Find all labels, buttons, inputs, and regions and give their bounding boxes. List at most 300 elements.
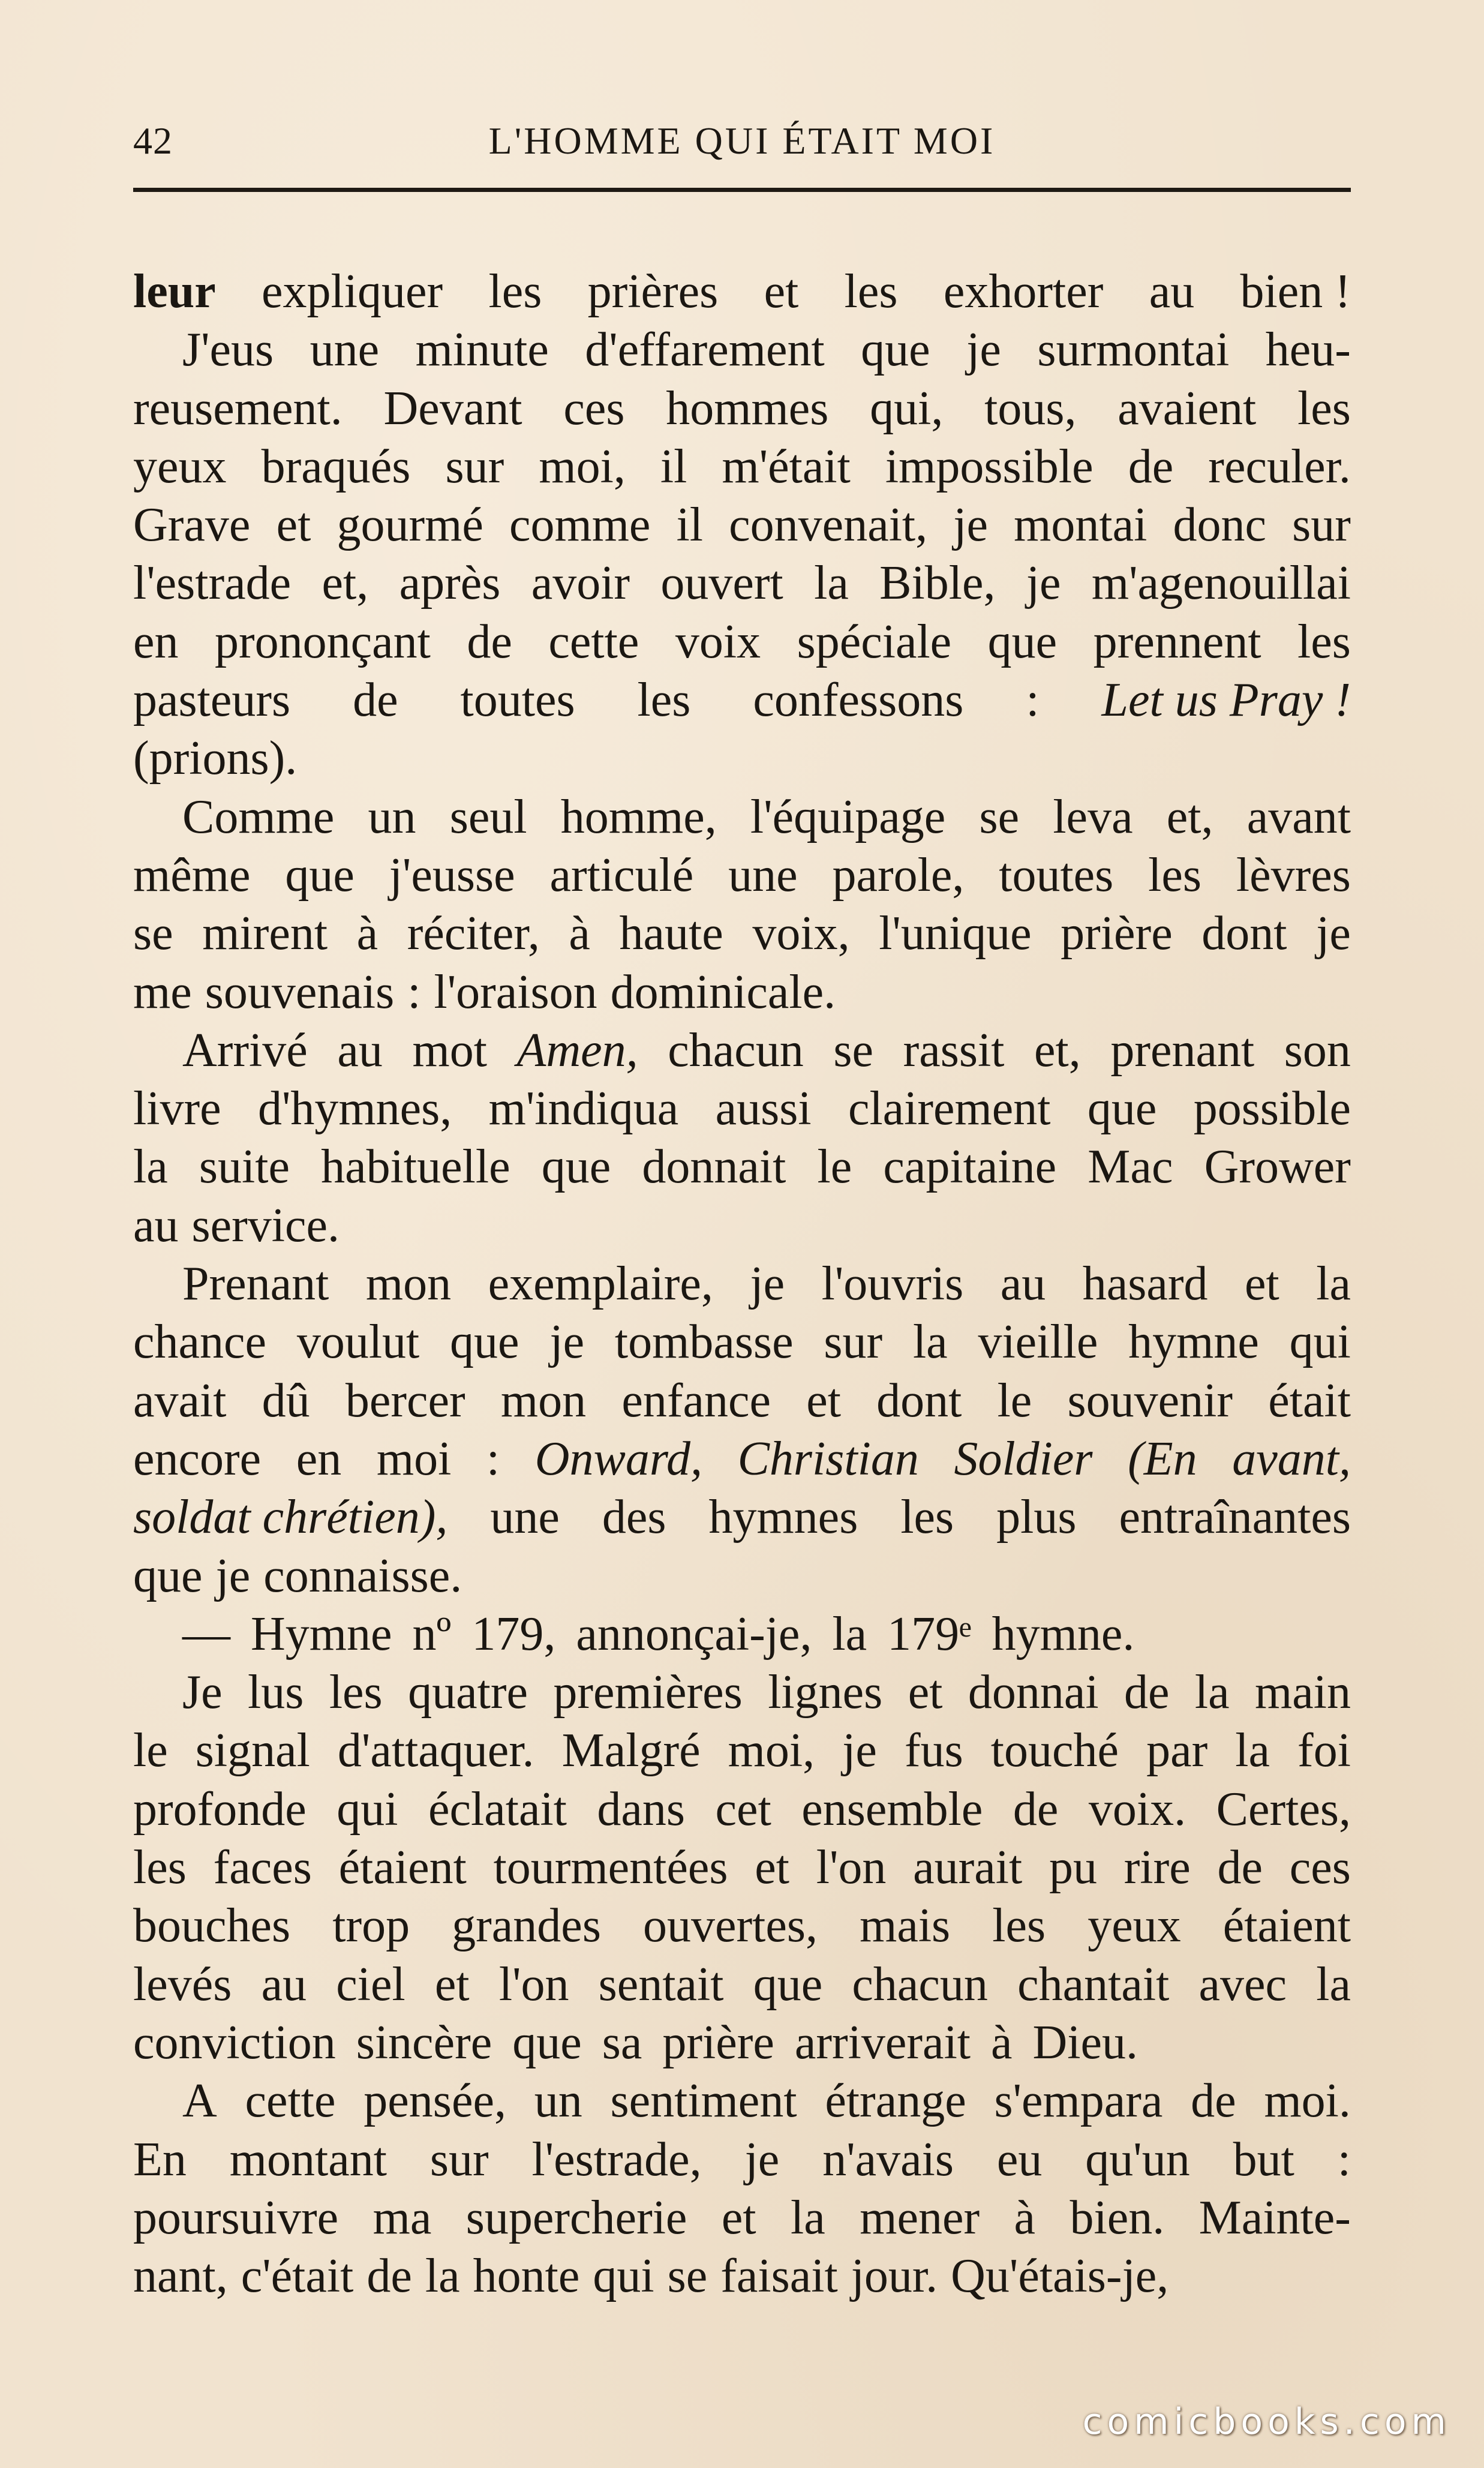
text-line [133,729,1351,788]
word: la [1235,1724,1270,1778]
word: nant, [133,2250,228,2303]
page-number: 42 [133,119,173,162]
word: la [425,2250,460,2303]
word: avaient [1117,382,1257,435]
text-line [133,1430,1351,1488]
word: l'unique [879,907,1032,960]
word: capitaine [883,1140,1057,1194]
word-gap [412,2247,425,2305]
word: Certes, [1216,1782,1351,1836]
text-line [133,2014,1351,2072]
word: m'indiqua [488,1082,679,1136]
word: cet [715,1782,771,1836]
word: était [1268,1374,1351,1427]
text-line [133,846,1351,905]
word: trop [332,1899,410,1953]
word: but [1233,2133,1294,2186]
word: hommes [666,382,829,435]
word: Devant [383,382,522,435]
word: conviction sincère que sa prière arriverait à Dieu. [133,2016,1138,2069]
word: Prenant [182,1257,329,1311]
word: homme, [560,790,717,843]
word: que [861,323,930,377]
word: yeux [133,440,227,493]
word: avant, [1232,1432,1351,1485]
word: : [1026,674,1040,727]
word: Arrivé [182,1023,308,1077]
text-line [133,438,1351,496]
text-line [133,1197,1351,1255]
word: parole, [832,848,965,902]
word: mot [412,1023,487,1077]
word: avant [1246,790,1351,843]
word: bien. [1070,2191,1165,2244]
word: toutes [999,848,1114,902]
word: étaient [338,1841,467,1894]
word: Comme [182,790,335,843]
word: les [637,674,691,727]
word: sur [824,1316,883,1369]
word: je [842,1724,877,1778]
word: l'on [816,1841,887,1894]
word: prières [587,265,719,318]
word: je [953,499,989,552]
word: et, [322,557,369,610]
word: Grave [133,499,251,552]
word: ciel [336,1957,405,2011]
word: pensée, [364,2074,506,2128]
word: pasteurs [133,674,291,727]
word: habituelle [321,1140,510,1194]
word: — Hymne nº 179, annonçai-je, la 179ᵉ hymne. [182,1607,1135,1661]
word: qui [593,2250,654,2303]
word: la [1316,1257,1351,1311]
word-gap [203,1547,216,1605]
word: donnait [642,1140,786,1194]
word: et [806,1374,841,1427]
word: yeux [1088,1899,1181,1953]
word: après [399,557,501,610]
text-line [133,2131,1351,2189]
word: plus [996,1491,1077,1544]
word: et, [1034,1023,1081,1077]
word: je [215,1549,251,1602]
word: l'oraison [434,965,597,1019]
word: sur [429,2133,489,2186]
word: sur [1292,499,1351,552]
word: que [987,615,1058,668]
word: j'eusse [389,848,515,902]
word: la [1194,1666,1230,1719]
word: avait [133,1374,227,1427]
word: je [744,2133,780,2186]
word: lèvres [1236,848,1351,902]
word: mirent [202,907,328,960]
word: tourmentées [493,1841,728,1894]
word: étaient [1222,1899,1351,1953]
word-gap [179,1197,192,1255]
word: bercer [345,1374,465,1427]
word: je [1316,907,1351,960]
text-line [133,1956,1351,2014]
word: de [1123,1666,1170,1719]
word: entraînantes [1119,1491,1351,1544]
word-gap [654,2247,668,2305]
word: minute [415,323,549,377]
word: prière [1061,907,1173,960]
word: : [486,1432,500,1485]
text-line [133,1839,1351,1897]
word: (prions). [133,732,298,785]
word: je [966,323,1001,377]
word: Onward, [534,1432,702,1485]
word: dont [876,1374,962,1427]
word: vieille [978,1316,1098,1369]
word: impossible [885,440,1094,493]
word: le [133,1724,168,1778]
word: d'hymnes, [257,1082,452,1136]
word: la [791,2191,825,2244]
text-line [133,905,1351,963]
word: montai [1014,499,1147,552]
word: l'estrade [133,557,292,610]
word: moi, [539,440,626,493]
word: pu [1049,1841,1097,1894]
word: chacun [852,1957,988,2011]
word: qu'un [1085,2133,1190,2186]
word: articulé [549,848,694,902]
text-line [133,1313,1351,1371]
word: rassit [903,1023,1005,1077]
word: comme [509,499,651,552]
word: exhorter [943,265,1104,318]
word: sur [445,440,504,493]
word: bien ! [1240,265,1351,318]
word: que [450,1316,519,1369]
text-line [133,2189,1351,2247]
text-line [133,1547,1351,1605]
word: livre [133,1082,221,1136]
word-gap [353,2247,367,2305]
word: Bible, [879,557,996,610]
word: au [1149,265,1195,318]
word: se [833,1023,873,1077]
text-line [133,496,1351,554]
text-line [133,1897,1351,1955]
word: et [1245,1257,1279,1311]
word: gourmé [337,499,483,552]
word: donnai [968,1666,1099,1719]
word: me [133,965,192,1019]
word: ces [1289,1841,1351,1894]
text-line [133,671,1351,729]
word: il [676,499,704,552]
word: que [133,1549,203,1602]
word: supercherie [465,2191,687,2244]
word: et, [1166,790,1213,843]
word: hymne [1128,1316,1259,1369]
word: chacun [668,1023,804,1077]
word-gap [192,963,205,1022]
word-gap [938,2247,951,2305]
word: bouches [133,1899,291,1953]
word: le [997,1374,1032,1427]
word: haute [619,907,723,960]
word: qui [1289,1316,1351,1369]
word: hasard [1082,1257,1208,1311]
word: s'empara [994,2074,1163,2128]
word-gap [707,2247,720,2305]
word: rire [1123,1841,1191,1894]
word: et [276,499,311,552]
word: premières [553,1666,743,1719]
word: l'estrade, [531,2133,702,2186]
word: heu- [1265,323,1351,377]
word-gap [597,963,611,1022]
word: et [755,1841,790,1894]
word: leva [1053,790,1133,843]
word: Let us Pray ! [1101,674,1351,727]
word: que [541,1140,611,1194]
word: fus [904,1724,963,1778]
word: A [182,2074,217,2128]
word: de [367,2250,412,2303]
word: jour. [851,2250,938,2303]
word: signal [195,1724,310,1778]
word: une [728,848,798,902]
word-gap [250,1547,263,1605]
body-text [133,263,1351,2305]
text-line [133,1781,1351,1839]
word: de [467,615,512,668]
word: grandes [452,1899,601,1953]
word: la [912,1316,948,1369]
word-gap [579,2247,593,2305]
word: que [1087,1082,1157,1136]
word: leur [133,265,216,318]
word: : [1337,2133,1351,2186]
word: même [133,848,251,902]
word: m'agenouillai [1091,557,1351,610]
word: l'équipage [750,790,946,843]
text-line [133,263,1351,321]
word: se [667,2250,708,2303]
word: prenant [1110,1023,1255,1077]
word: voix. [1088,1782,1186,1836]
word: voix [675,615,761,668]
word: J'eus [182,323,274,377]
word: prennent [1093,615,1261,668]
word: les [1297,615,1351,668]
word: exemplaire, [488,1257,713,1311]
word: cette [548,615,639,668]
word: main [1255,1666,1351,1719]
word: montant [229,2133,387,2186]
word: enfance [621,1374,771,1427]
text-line [133,1372,1351,1430]
word: et [434,1957,470,2011]
word: hymnes [708,1491,858,1544]
word: les [488,265,542,318]
word: l'on [498,1957,569,2011]
word: la [133,1140,168,1194]
word: je [549,1316,585,1369]
word: n'avais [822,2133,954,2186]
watermark-logo: comicbooks.com [1082,2401,1451,2443]
word: souvenais [205,965,395,1019]
text-line [133,1488,1351,1547]
word: voix, [752,907,850,960]
word: dû [262,1374,310,1427]
word: une [310,323,380,377]
word: sentiment [610,2074,797,2128]
word: Christian [737,1432,919,1485]
word: tous, [984,382,1077,435]
word: ouvertes, [643,1899,818,1953]
word: moi [376,1432,452,1485]
word: Mainte- [1198,2191,1351,2244]
word: les [133,1841,187,1894]
word: une [490,1491,560,1544]
word: convenait, [729,499,928,552]
word: (En [1128,1432,1197,1485]
word: des [602,1491,666,1544]
word: toutes [460,674,575,727]
word: son [1284,1023,1351,1077]
word: en [296,1432,342,1485]
word: mon [500,1374,587,1427]
word: qui [337,1782,398,1836]
text-line [133,554,1351,613]
word: aussi [715,1082,812,1136]
text-line [133,1022,1351,1080]
word: lus [248,1666,304,1719]
word: un [534,2074,582,2128]
word: m'était [722,440,851,493]
word: tombasse [614,1316,794,1369]
word: eu [996,2133,1043,2186]
word-gap [460,2247,473,2305]
word: l'ouvris [821,1257,964,1311]
text-line [133,963,1351,1022]
word-gap [838,2247,851,2305]
word: : [407,965,421,1019]
word: poursuivre [133,2191,339,2244]
word: de [1217,1841,1263,1894]
word: suite [199,1140,290,1194]
word: encore [133,1432,262,1485]
word: mais [860,1899,951,1953]
word: surmontai [1037,323,1230,377]
word: honte [473,2250,580,2303]
word: cette [245,2074,336,2128]
word: souvenir [1067,1374,1233,1427]
word: réciter, [407,907,540,960]
text-line [133,1605,1351,1664]
word: seul [449,790,527,843]
word: Mac [1088,1140,1173,1194]
word: ouvert [660,557,783,610]
running-title: L'HOMME QUI ÉTAIT MOI [488,119,996,162]
word: mener [860,2191,980,2244]
word: dominicale. [610,965,836,1019]
word: expliquer [262,265,443,318]
word: sentait [598,1957,724,2011]
word: éclatait [428,1782,567,1836]
word: les [1297,382,1351,435]
word: de [353,674,398,727]
text-line [133,1722,1351,1780]
word: Soldier [954,1432,1093,1485]
word: Amen, [516,1023,638,1077]
text-line [133,613,1351,671]
word: mon [365,1257,452,1311]
header-rule [133,188,1351,192]
word: le [817,1140,852,1194]
word: c'était [241,2250,354,2303]
word: à [569,907,590,960]
text-line [133,1138,1351,1196]
word: les [329,1666,383,1719]
text-line [133,321,1351,379]
word: avoir [531,557,630,610]
word: lignes [768,1666,883,1719]
word: qui, [870,382,944,435]
word: Qu'étais-je, [951,2250,1169,2303]
word: ces [563,382,625,435]
word: et [908,1666,943,1719]
word: ensemble [801,1782,983,1836]
word: au [1000,1257,1046,1311]
text-line [133,1664,1351,1722]
word: à [356,907,378,960]
word: de [1128,440,1174,493]
word: chantait [1017,1957,1170,2011]
word: les [1148,848,1202,902]
text-line [133,2247,1351,2305]
word: faisait [720,2250,838,2303]
word: se [979,790,1020,843]
word: moi. [1264,2074,1351,2128]
word: les [992,1899,1046,1953]
word: de [1013,1782,1059,1836]
word: les [844,265,898,318]
word: touché [990,1724,1119,1778]
word: profonde [133,1782,307,1836]
word: dans [597,1782,686,1836]
word: se [133,907,173,960]
word: d'attaquer. [337,1724,534,1778]
word: levés [133,1957,232,2011]
word: en [133,615,179,668]
word: faces [213,1841,312,1894]
word: les [900,1491,954,1544]
word: avec [1198,1957,1287,2011]
page-header [133,111,1351,171]
word: prononçant [215,615,431,668]
word: la [814,557,849,610]
word: à [1014,2191,1036,2244]
word: En [133,2133,187,2186]
word: braqués [261,440,411,493]
word: chance [133,1316,267,1369]
word: de [1191,2074,1236,2128]
text-line [133,2072,1351,2130]
word: possible [1193,1082,1351,1136]
word-gap [394,963,407,1022]
text-line [133,1080,1351,1138]
word: clairement [848,1082,1051,1136]
